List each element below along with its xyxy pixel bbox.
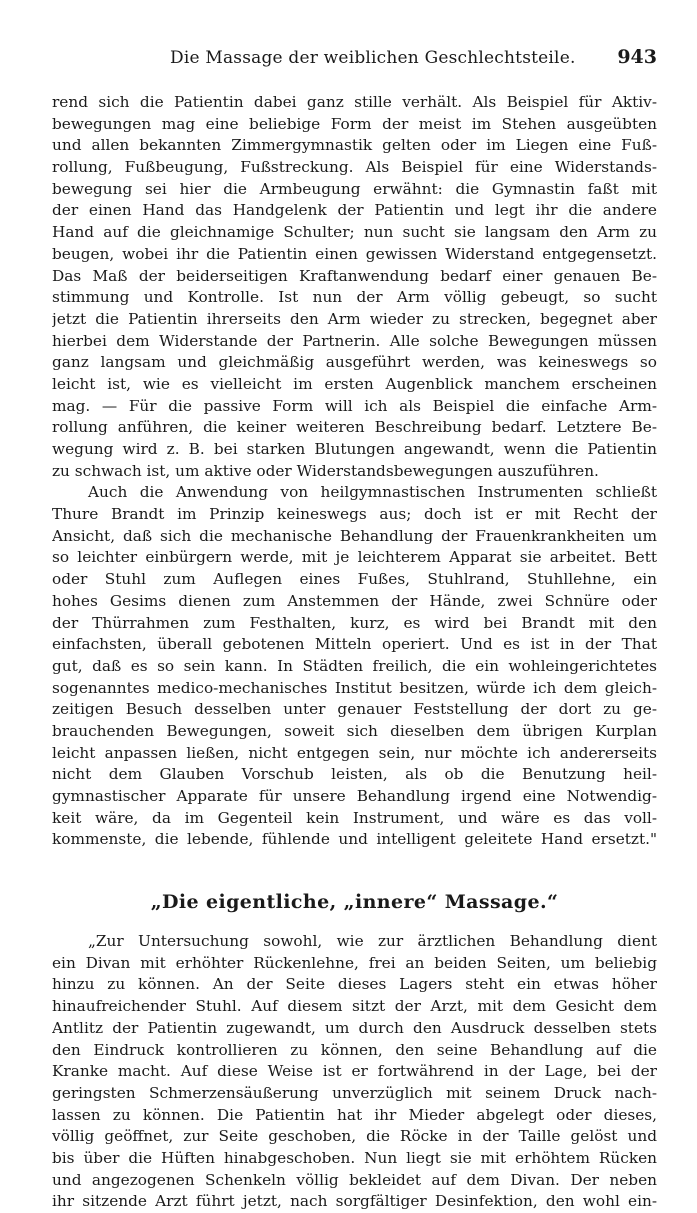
text-line: bewegung sei hier die Armbeugung erwähnt: die Gymnastin faßt mit [52,179,657,198]
text-line: kommenste, die lebende, fühlende und intelligent geleitete Hand ersetzt." [52,830,657,849]
text-line: oder Stuhl zum Auflegen eines Fußes, Stuhlrand, Stuhllehne, ein [52,570,657,589]
text-line: der Thürrahmen zum Festhalten, kurz, es wird bei Brandt mit den [52,613,657,632]
text-line: Ansicht, daß sich die mechanische Behandlung der Frauenkrankheiten um [52,526,657,545]
text-line: lassen zu können. Die Patientin hat ihr Mieder abgelegt oder dieses, [52,1105,657,1124]
text-line: hierbei dem Widerstande der Partnerin. Alle solche Bewegungen müssen [52,331,657,350]
text-line: keit wäre, da im Gegenteil kein Instrument, und wäre es das voll- [52,808,657,827]
section-heading: „Die eigentliche, „innere“ Massage.“ [150,891,559,914]
text-line: beugen, wobei ihr die Patientin einen gewissen Widerstand entgegensetzt. [52,244,657,263]
text-line: rollung anführen, die keiner weiteren Beschreibung bedarf. Letztere Be- [52,418,657,437]
text-line: Hand auf die gleichnamige Schulter; nun sucht sie langsam den Arm zu [52,223,657,242]
text-line: Das Maß der beiderseitigen Kraftanwendung bedarf einer genauen Be- [52,266,657,285]
text-line: Antlitz der Patientin zugewandt, um durch den Ausdruck desselben stets [52,1018,657,1037]
text-line: so leichter einbürgern werde, mit je leichterem Apparat sie arbeitet. Bett [52,548,657,567]
text-line: Auch die Anwendung von heilgymnastischen Instrumenten schließt [88,483,657,502]
text-line: rend sich die Patientin dabei ganz stille verhält. Als Beispiel für Aktiv- [52,93,657,111]
text-line: ganz langsam und gleichmäßig ausgeführt werden, was keineswegs so [52,353,657,372]
text-line: hinzu zu können. An der Seite dieses Lagers steht ein etwas höher [52,975,657,994]
text-line: der einen Hand das Handgelenk der Patientin und legt ihr die andere [52,201,657,220]
text-line: gymnastischer Apparate für unsere Behandlung irgend eine Notwendig- [52,787,657,805]
text-line: rollung, Fußbeugung, Fußstreckung. Als Beispiel für eine Widerstands- [52,158,657,177]
text-line: „Zur Untersuchung sowohl, wie zur ärztlichen Behandlung dient [88,932,657,951]
text-line: brauchenden Bewegungen, soweit sich dieselben dem übrigen Kurplan [52,721,657,740]
text-line: bis über die Hüften hinabgeschoben. Nun liegt sie mit erhöhtem Rücken [52,1148,657,1167]
section-spacer [52,851,657,887]
text-line: zeitigen Besuch desselben unter genauer Feststellung der dort zu ge- [52,700,657,719]
text-line: leicht anpassen ließen, nicht entgegen sein, nur möchte ich andererseits [52,743,657,762]
page-number: 943 [617,46,657,68]
page-header [52,48,657,78]
text-line: einfachsten, überall gebotenen Mitteln operiert. Und es ist in der That [52,635,657,654]
text-line: und allen bekannten Zimmergymnastik gelten oder im Liegen eine Fuß- [52,136,657,155]
text-line: gut, daß es so sein kann. In Städten freilich, die ein wohleingerichtetes [52,656,657,675]
body-text [52,92,657,1213]
text-line: jetzt die Patientin ihrerseits den Arm wieder zu strecken, begegnet aber [52,309,657,328]
text-line: nicht dem Glauben Vorschub leisten, als ob die Benutzung heil- [52,765,657,784]
text-line: stimmung und Kontrolle. Ist nun der Arm völlig gebeugt, so sucht [52,288,657,307]
text-line: leicht ist, wie es vielleicht im ersten Augenblick manchem erscheinen [52,374,657,393]
text-line: hinaufreichender Stuhl. Auf diesem sitzt der Arzt, mit dem Gesicht dem [52,997,657,1016]
text-line: den Eindruck kontrollieren zu können, den seine Behandlung auf die [52,1040,657,1059]
paragraph-instrumente [52,482,657,851]
text-line: mag. — Für die passive Form will ich als Beispiel die einfache Arm- [52,396,657,415]
text-line: bewegungen mag eine beliebige Form der meist im Stehen ausgeübten [52,114,657,133]
text-line: zu schwach ist, um aktive oder Widerstandsbewegungen auszuführen. [52,461,599,480]
text-line: ihr sitzende Arzt führt jetzt, nach sorgfältiger Desinfektion, den wohl ein- [52,1192,657,1211]
text-line: ein Divan mit erhöhter Rückenlehne, frei an beiden Seiten, um beliebig [52,953,657,972]
heading-spacer [52,917,657,931]
text-line: geringsten Schmerzensäußerung unverzüglich mit seinem Druck nach- [52,1083,657,1102]
text-line: völlig geöffnet, zur Seite geschoben, die Röcke in der Taille gelöst und [52,1127,657,1146]
text-line: sogenanntes medico-mechanisches Institut besitzen, würde ich dem gleich- [52,678,657,697]
paragraph-untersuchung [52,931,657,1213]
text-line: wegung wird z. B. bei starken Blutungen angewandt, wenn die Patientin [52,440,657,458]
paragraph-armbewegungen [52,92,657,482]
text-line: hohes Gesims dienen zum Anstemmen der Hände, zwei Schnüre oder [52,591,657,610]
text-line: Kranke macht. Auf diese Weise ist er fortwährend in der Lage, bei der [52,1062,657,1081]
running-title: Die Massage der weiblichen Geschlechtsteile. [170,48,576,68]
text-line: Thure Brandt im Prinzip keineswegs aus; doch ist er mit Recht der [52,505,657,524]
text-line: und angezogenen Schenkeln völlig bekleidet auf dem Divan. Der neben [52,1170,657,1189]
